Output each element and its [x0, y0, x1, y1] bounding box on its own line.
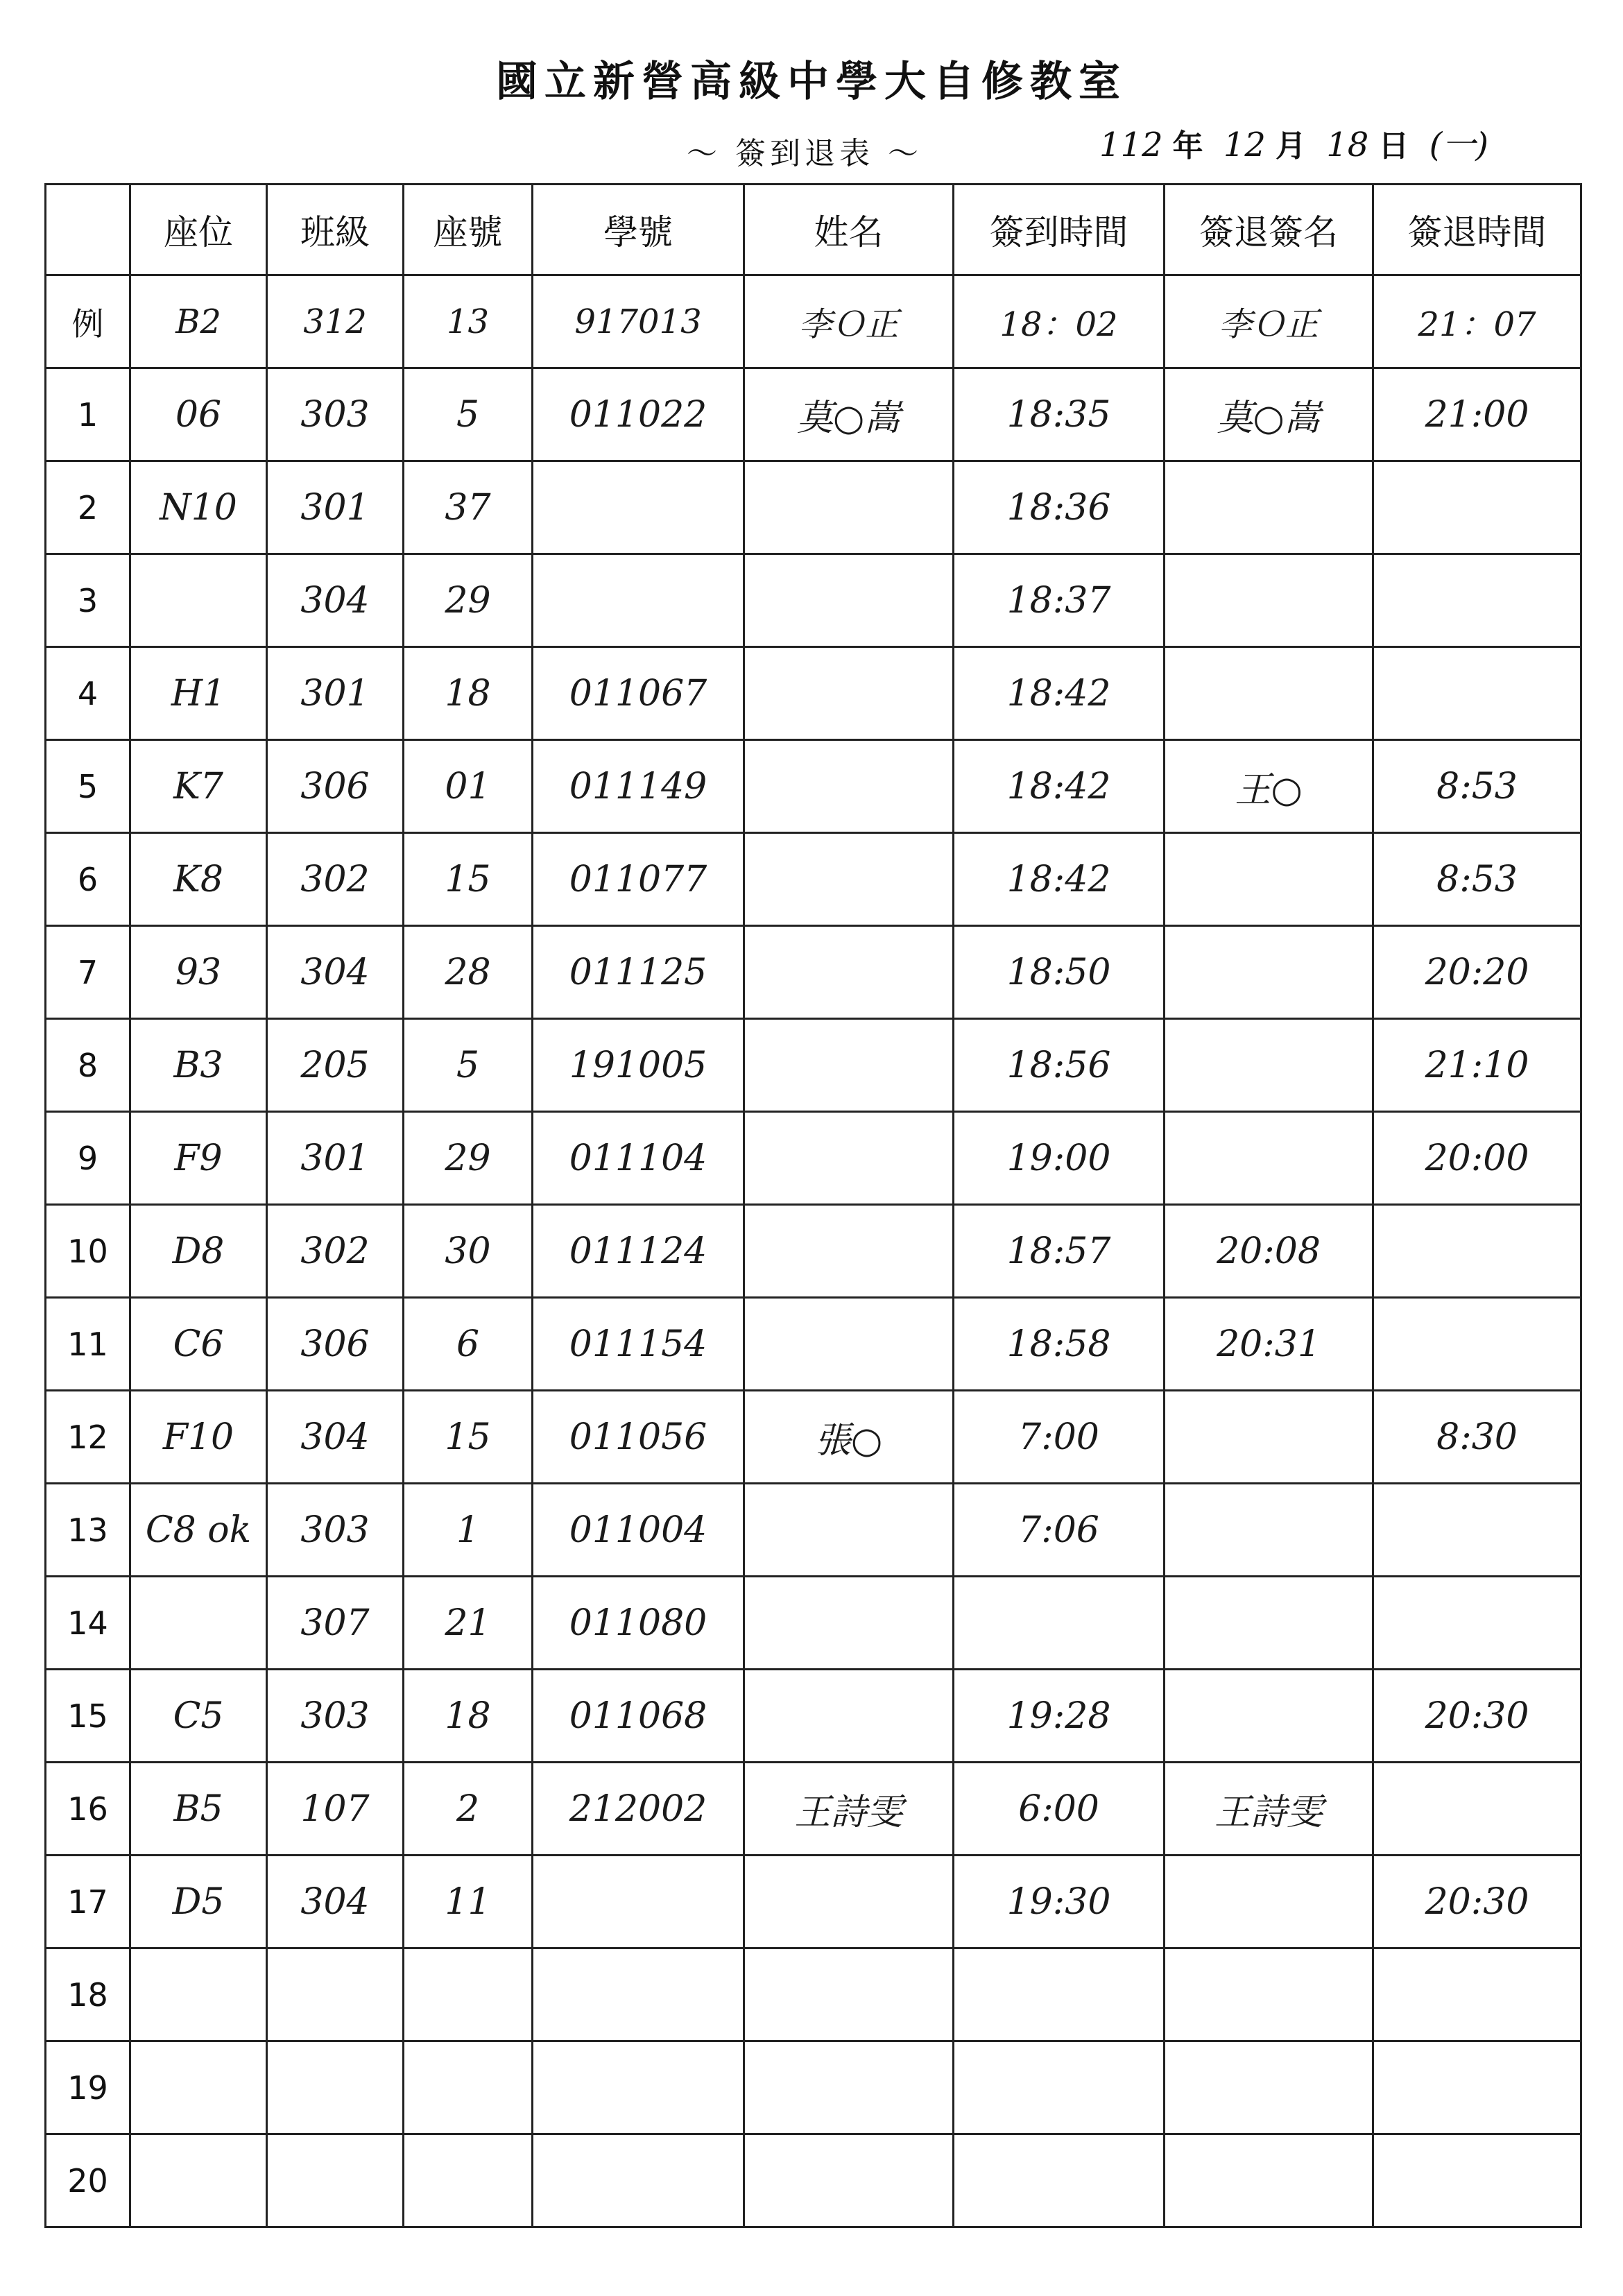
cell-sign-out-time: [1373, 1205, 1581, 1298]
table-row: [46, 368, 1581, 461]
cell-sign-out-signature: [1165, 1112, 1373, 1205]
cell-sign-in-time: 7:06: [954, 1484, 1165, 1577]
cell-seat: F10: [130, 1391, 267, 1484]
header-student-id: 學號: [533, 185, 744, 275]
table-row: [46, 2134, 1581, 2227]
cell-student-id: [533, 2041, 744, 2134]
cell-seat-number: 21: [404, 1577, 533, 1670]
cell-seat-number: 11: [404, 1856, 533, 1948]
cell-seat: B3: [130, 1019, 267, 1112]
cell-sign-out-signature: [1165, 926, 1373, 1019]
cell-class: 304: [267, 926, 404, 1019]
cell-class: 303: [267, 1670, 404, 1763]
cell-sign-out-signature: [1165, 1948, 1373, 2041]
cell-sign-in-time: 18:42: [954, 833, 1165, 926]
cell-seat: K8: [130, 833, 267, 926]
row-number: 9: [46, 1112, 130, 1205]
cell-student-id: [533, 1856, 744, 1948]
table-row: [46, 1856, 1581, 1948]
cell-seat: [130, 1577, 267, 1670]
cell-class: 304: [267, 1856, 404, 1948]
cell-sign-out-time: 8:30: [1373, 1391, 1581, 1484]
cell-sign-out-time: 20:30: [1373, 1670, 1581, 1763]
cell-seat: B5: [130, 1763, 267, 1856]
row-number: 4: [46, 647, 130, 740]
sheet-title: 國立新營高級中學大自修教室: [496, 58, 1127, 106]
cell-sign-in-time: 18:36: [954, 461, 1165, 554]
row-number: 7: [46, 926, 130, 1019]
cell-sign-out-time: 20:20: [1373, 926, 1581, 1019]
sheet-date: [1099, 118, 1488, 166]
cell-sign-out-time: 21:10: [1373, 1019, 1581, 1112]
cell-seat: C8 ok: [130, 1484, 267, 1577]
cell-class: 205: [267, 1019, 404, 1112]
cell-sign-in-time: [954, 1948, 1165, 2041]
table-row: [46, 1948, 1581, 2041]
cell-name: [744, 647, 954, 740]
cell-seat: [130, 554, 267, 647]
header-sign-out-signature: 簽退簽名: [1165, 185, 1373, 275]
sheet-subtitle: ～ 簽到退表 ～: [687, 136, 922, 171]
row-number: 16: [46, 1763, 130, 1856]
cell-seat: N10: [130, 461, 267, 554]
header-name: 姓名: [744, 185, 954, 275]
row-number: 3: [46, 554, 130, 647]
cell-sign-out-time: [1373, 647, 1581, 740]
cell-sign-out-signature: [1165, 1484, 1373, 1577]
cell-sign-out-time: [1373, 1577, 1581, 1670]
table-row: [46, 554, 1581, 647]
cell-student-id: 011125: [533, 926, 744, 1019]
cell-seat-number: [404, 2041, 533, 2134]
cell-name: [744, 461, 954, 554]
table-row: [46, 833, 1581, 926]
cell-name: [744, 1205, 954, 1298]
cell-sign-out-signature: [1165, 1856, 1373, 1948]
cell-sign-out-signature: [1165, 2134, 1373, 2227]
header-seat: 座位: [130, 185, 267, 275]
cell-class: 107: [267, 1763, 404, 1856]
cell-class: 301: [267, 1112, 404, 1205]
cell-name: [744, 926, 954, 1019]
date-month: 12: [1223, 126, 1266, 164]
cell-student-id: 011004: [533, 1484, 744, 1577]
cell-sign-in-time: 7:00: [954, 1391, 1165, 1484]
cell-name: [744, 740, 954, 833]
date-weekday: (一): [1429, 126, 1489, 164]
table-row: [46, 2041, 1581, 2134]
cell-seat-number: 37: [404, 461, 533, 554]
cell-sign-out-signature: 莫○嵩: [1165, 368, 1373, 461]
cell-seat-number: 1: [404, 1484, 533, 1577]
cell-name: [744, 833, 954, 926]
cell-sign-out-signature: 李Ｏ正: [1165, 275, 1373, 368]
cell-class: 302: [267, 1205, 404, 1298]
cell-sign-out-time: [1373, 1948, 1581, 2041]
cell-seat: D5: [130, 1856, 267, 1948]
table-row: [46, 926, 1581, 1019]
cell-sign-in-time: 18:50: [954, 926, 1165, 1019]
cell-seat: B2: [130, 275, 267, 368]
cell-sign-in-time: [954, 1577, 1165, 1670]
cell-class: [267, 2134, 404, 2227]
row-number: 11: [46, 1298, 130, 1391]
row-number: 14: [46, 1577, 130, 1670]
cell-seat-number: 2: [404, 1763, 533, 1856]
cell-seat-number: 15: [404, 1391, 533, 1484]
cell-sign-out-signature: 王○: [1165, 740, 1373, 833]
header-row: [46, 185, 1581, 275]
cell-sign-out-time: 8:53: [1373, 833, 1581, 926]
cell-name: [744, 554, 954, 647]
cell-name: [744, 1856, 954, 1948]
cell-student-id: 011077: [533, 833, 744, 926]
cell-class: 301: [267, 461, 404, 554]
cell-name: [744, 1577, 954, 1670]
cell-seat-number: 01: [404, 740, 533, 833]
row-number: 10: [46, 1205, 130, 1298]
row-number: 19: [46, 2041, 130, 2134]
cell-class: 306: [267, 1298, 404, 1391]
header-seat-number: 座號: [404, 185, 533, 275]
cell-class: 304: [267, 1391, 404, 1484]
table-row: [46, 1391, 1581, 1484]
cell-sign-out-time: [1373, 2134, 1581, 2227]
cell-seat-number: 5: [404, 1019, 533, 1112]
cell-sign-in-time: 18:57: [954, 1205, 1165, 1298]
cell-sign-out-signature: [1165, 1670, 1373, 1763]
cell-name: [744, 1019, 954, 1112]
cell-sign-out-signature: 20:08: [1165, 1205, 1373, 1298]
cell-sign-out-time: [1373, 554, 1581, 647]
cell-name: [744, 1670, 954, 1763]
cell-class: 302: [267, 833, 404, 926]
cell-class: 307: [267, 1577, 404, 1670]
date-day: 18: [1326, 126, 1369, 164]
cell-student-id: 212002: [533, 1763, 744, 1856]
row-number: 6: [46, 833, 130, 926]
cell-sign-out-signature: [1165, 833, 1373, 926]
cell-seat: 06: [130, 368, 267, 461]
cell-student-id: 011067: [533, 647, 744, 740]
cell-sign-in-time: 18:37: [954, 554, 1165, 647]
cell-seat: D8: [130, 1205, 267, 1298]
cell-name: 王詩雯: [744, 1763, 954, 1856]
date-month-unit: 月: [1275, 128, 1306, 164]
cell-seat-number: 6: [404, 1298, 533, 1391]
table-row: [46, 1298, 1581, 1391]
cell-student-id: [533, 461, 744, 554]
cell-sign-out-time: 8:53: [1373, 740, 1581, 833]
cell-name: [744, 1298, 954, 1391]
table-row: [46, 1577, 1581, 1670]
cell-sign-in-time: 19:28: [954, 1670, 1165, 1763]
cell-sign-in-time: 6:00: [954, 1763, 1165, 1856]
cell-sign-in-time: 19:00: [954, 1112, 1165, 1205]
cell-class: 312: [267, 275, 404, 368]
cell-sign-out-time: [1373, 1763, 1581, 1856]
sign-in-table: [44, 183, 1582, 2228]
cell-sign-out-time: 21：07: [1373, 275, 1581, 368]
cell-sign-out-signature: [1165, 1019, 1373, 1112]
cell-sign-in-time: 19:30: [954, 1856, 1165, 1948]
cell-student-id: 011154: [533, 1298, 744, 1391]
cell-sign-out-signature: [1165, 1577, 1373, 1670]
cell-student-id: 917013: [533, 275, 744, 368]
cell-name: 張○: [744, 1391, 954, 1484]
cell-seat-number: 28: [404, 926, 533, 1019]
cell-seat-number: 30: [404, 1205, 533, 1298]
cell-sign-out-time: [1373, 1298, 1581, 1391]
cell-sign-out-time: [1373, 1484, 1581, 1577]
cell-sign-in-time: 18:42: [954, 740, 1165, 833]
table-row: [46, 1019, 1581, 1112]
cell-class: 303: [267, 1484, 404, 1577]
cell-sign-out-time: 20:30: [1373, 1856, 1581, 1948]
cell-student-id: 011056: [533, 1391, 744, 1484]
cell-student-id: 191005: [533, 1019, 744, 1112]
cell-student-id: [533, 2134, 744, 2227]
cell-student-id: 011068: [533, 1670, 744, 1763]
header-sign-out-time: 簽退時間: [1373, 185, 1581, 275]
cell-seat-number: 15: [404, 833, 533, 926]
cell-sign-in-time: 18:56: [954, 1019, 1165, 1112]
cell-sign-out-signature: 20:31: [1165, 1298, 1373, 1391]
row-number: 2: [46, 461, 130, 554]
cell-seat: F9: [130, 1112, 267, 1205]
table-row: [46, 1763, 1581, 1856]
cell-sign-out-signature: [1165, 461, 1373, 554]
cell-student-id: 011022: [533, 368, 744, 461]
cell-class: [267, 1948, 404, 2041]
cell-class: 303: [267, 368, 404, 461]
date-year: 112: [1099, 126, 1163, 164]
cell-sign-out-time: [1373, 2041, 1581, 2134]
table-row: [46, 1112, 1581, 1205]
row-number: 12: [46, 1391, 130, 1484]
cell-name: 莫○嵩: [744, 368, 954, 461]
table-row: [46, 1670, 1581, 1763]
cell-seat-number: 29: [404, 554, 533, 647]
row-number: 20: [46, 2134, 130, 2227]
cell-seat: K7: [130, 740, 267, 833]
table-row: [46, 1205, 1581, 1298]
cell-student-id: 011104: [533, 1112, 744, 1205]
cell-class: 304: [267, 554, 404, 647]
cell-name: [744, 2041, 954, 2134]
row-label: 例: [46, 275, 130, 368]
cell-sign-out-signature: [1165, 1391, 1373, 1484]
row-number: 17: [46, 1856, 130, 1948]
cell-student-id: 011080: [533, 1577, 744, 1670]
cell-class: 306: [267, 740, 404, 833]
date-day-unit: 日: [1378, 128, 1409, 164]
row-number: 15: [46, 1670, 130, 1763]
cell-sign-out-signature: 王詩雯: [1165, 1763, 1373, 1856]
table-row: [46, 647, 1581, 740]
cell-student-id: [533, 1948, 744, 2041]
cell-seat-number: 18: [404, 1670, 533, 1763]
cell-sign-out-time: 20:00: [1373, 1112, 1581, 1205]
row-number: 18: [46, 1948, 130, 2041]
cell-name: [744, 1484, 954, 1577]
cell-seat: [130, 2134, 267, 2227]
cell-sign-out-time: [1373, 461, 1581, 554]
example-row: [46, 275, 1581, 368]
header-sign-in-time: 簽到時間: [954, 185, 1165, 275]
cell-student-id: 011124: [533, 1205, 744, 1298]
cell-sign-in-time: [954, 2134, 1165, 2227]
table-row: [46, 740, 1581, 833]
cell-seat: H1: [130, 647, 267, 740]
header-class: 班級: [267, 185, 404, 275]
cell-sign-out-signature: [1165, 647, 1373, 740]
table-row: [46, 1484, 1581, 1577]
cell-name: [744, 2134, 954, 2227]
cell-seat-number: 18: [404, 647, 533, 740]
cell-seat-number: 5: [404, 368, 533, 461]
cell-class: 301: [267, 647, 404, 740]
cell-sign-in-time: 18:42: [954, 647, 1165, 740]
cell-name: [744, 1112, 954, 1205]
cell-seat-number: [404, 1948, 533, 2041]
row-number: 13: [46, 1484, 130, 1577]
row-number: 1: [46, 368, 130, 461]
cell-class: [267, 2041, 404, 2134]
cell-sign-in-time: 18：02: [954, 275, 1165, 368]
cell-name: [744, 1948, 954, 2041]
table-row: [46, 461, 1581, 554]
cell-sign-in-time: 18:58: [954, 1298, 1165, 1391]
cell-seat: C6: [130, 1298, 267, 1391]
cell-student-id: 011149: [533, 740, 744, 833]
cell-seat: C5: [130, 1670, 267, 1763]
cell-sign-out-signature: [1165, 554, 1373, 647]
date-year-unit: 年: [1172, 128, 1203, 164]
cell-sign-in-time: [954, 2041, 1165, 2134]
cell-seat: 93: [130, 926, 267, 1019]
cell-name: 李Ｏ正: [744, 275, 954, 368]
cell-seat-number: 29: [404, 1112, 533, 1205]
cell-sign-out-time: 21:00: [1373, 368, 1581, 461]
cell-seat-number: [404, 2134, 533, 2227]
cell-student-id: [533, 554, 744, 647]
cell-seat: [130, 1948, 267, 2041]
cell-sign-out-signature: [1165, 2041, 1373, 2134]
row-number: 8: [46, 1019, 130, 1112]
cell-seat-number: 13: [404, 275, 533, 368]
cell-seat: [130, 2041, 267, 2134]
header-index: [46, 185, 130, 275]
cell-sign-in-time: 18:35: [954, 368, 1165, 461]
row-number: 5: [46, 740, 130, 833]
